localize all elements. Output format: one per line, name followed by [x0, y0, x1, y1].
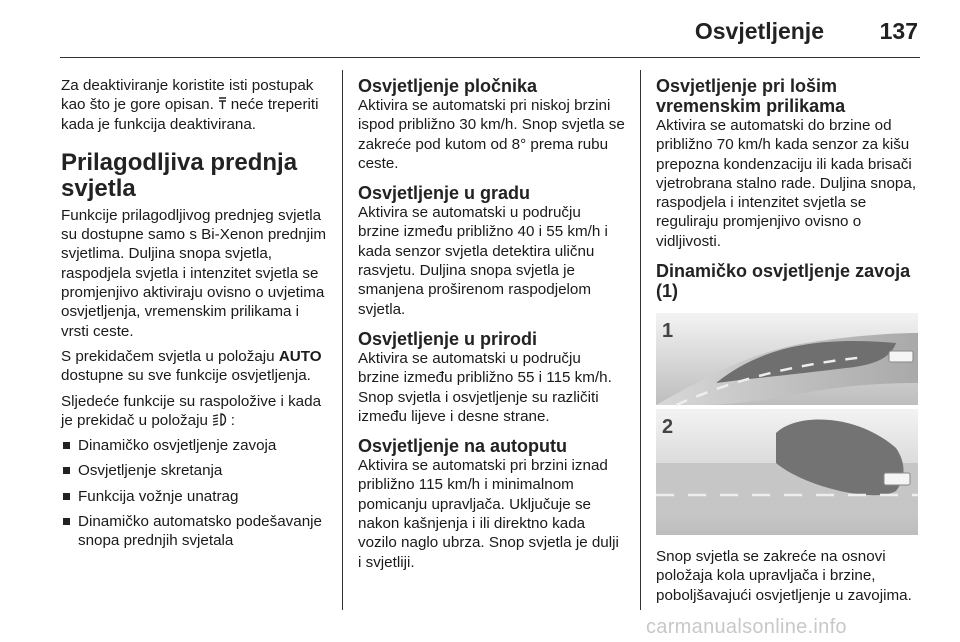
- figure-label: 1: [662, 320, 674, 343]
- figure-label: 2: [662, 416, 674, 439]
- feature-list: [61, 436, 327, 550]
- paragraph: Aktivira se automatski u području brzine između približno 40 i 55 km/h i kada senzor svjetla detektira uličnu rasvjetu. Duljina snopa svjetla je smanjena proširenom raspodjelom svjetla.: [358, 204, 608, 318]
- headlight-indicator-icon: [218, 97, 231, 112]
- section-heading: Osvjetljenje u prirodi: [358, 328, 538, 349]
- paragraph: Aktivira se automatski pri niskoj brzini ispod približno 30 km/h. Snop svjetla se zakreće pod kutom od 8° prema rubu ceste.: [358, 97, 625, 172]
- header-rule: [60, 57, 920, 58]
- section-heading: Dinamičko osvjetljenje zavoja (1): [656, 261, 911, 302]
- list-item: Dinamičko osvjetljenje zavoja: [61, 436, 327, 455]
- watermark-text: carmanualsonline.info: [646, 616, 847, 638]
- figure-panel-2: [656, 409, 918, 535]
- page-number: 137: [879, 18, 918, 44]
- list-item: Funkcija vožnje unatrag: [61, 487, 327, 506]
- page-title: Osvjetljenje: [694, 18, 824, 44]
- paragraph: S prekidačem svjetla u položaju AUTO dostupne su sve funkcije osvjetljenja.: [61, 347, 322, 385]
- list-item: Osvjetljenje skretanja: [61, 461, 327, 480]
- page-header: [60, 0, 920, 56]
- section-heading: Osvjetljenje pločnika: [358, 76, 538, 96]
- column-right: [656, 76, 922, 611]
- section-heading: Prilagodljiva prednja svjetla: [61, 148, 298, 202]
- paragraph: Aktivira se automatski do brzine od približno 70 km/h kada senzor za kišu prepozna kondenzaciju ili kada brisači vjetrobrana stalno rade. Duljina snopa, raspodjela i intenzitet svjetla se reguliraju promjenjivo ovisno o vidljivosti.: [656, 117, 917, 250]
- cornering-light-illustration: [656, 313, 918, 535]
- paragraph: Aktivira se automatski pri brzini iznad približno 115 km/h i minimalnom pomicanju upravljača. Uključuje se nakon kašnjenja i ili direktno kada vozilo naglo ubrza. Snop svjetla je dulji i svjetliji.: [358, 457, 619, 571]
- column-left: [61, 76, 327, 557]
- column-divider: [640, 70, 641, 610]
- paragraph: Snop svjetla se zakreće na osnovi položaja kola upravljača i brzine, poboljšavajući osvjetljenje u zavojima.: [656, 548, 912, 604]
- intro-paragraph: Za deaktiviranje koristite isti postupak kao što je gore opisan. neće treperiti kada je funkcija deaktivirana.: [61, 77, 319, 133]
- column-divider: [342, 70, 343, 610]
- section-heading: Osvjetljenje u gradu: [358, 183, 531, 204]
- paragraph: Aktivira se automatski u području brzine između približno 55 i 115 km/h. Snop svjetla i osvjetljenje su različiti između lijeve i desne strane.: [358, 349, 612, 425]
- paragraph: Funkcije prilagodljivog prednjeg svjetla su dostupne samo s Bi-Xenon prednjim svjetlima. Duljina snopa svjetla, raspodjela svjetla i intenzitet svjetla se promjenjivo aktiviraju ovisno o uvjetima osvjetljenja, vremenskim prilikama i vrsti ceste.: [61, 206, 327, 340]
- list-item: Dinamičko automatsko podešavanje snopa prednjih svjetala: [61, 512, 327, 551]
- section-heading: Osvjetljenje pri lošim vremenskim prilikama: [656, 76, 846, 116]
- paragraph: Sljedeće funkcije su raspoložive i kada je prekidač u položaju :: [61, 392, 322, 429]
- low-beam-icon: [212, 413, 231, 428]
- auto-label: AUTO: [278, 347, 322, 365]
- column-middle: [358, 76, 626, 578]
- section-heading: Osvjetljenje na autoputu: [358, 436, 568, 457]
- figure-panel-1: [656, 313, 918, 405]
